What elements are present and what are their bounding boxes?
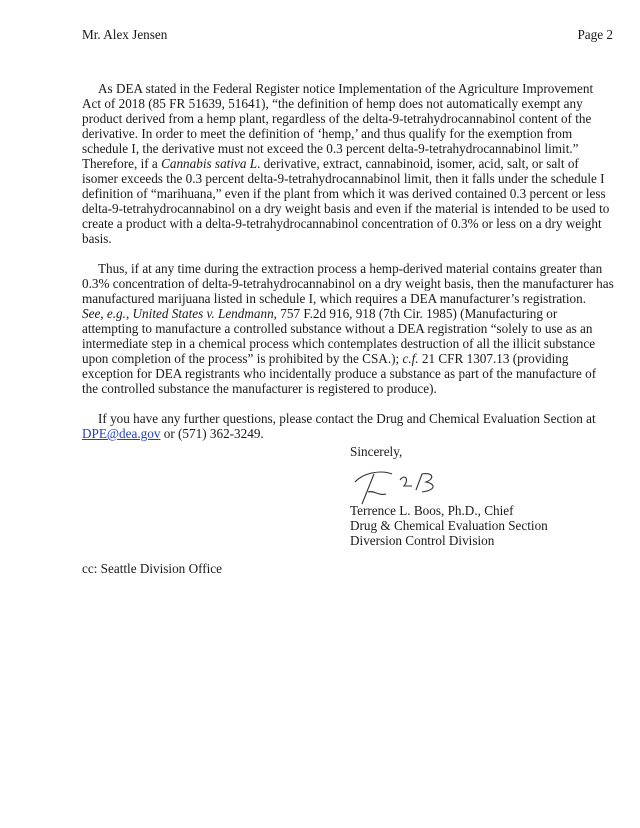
text-line: create a product with a delta-9-tetrahydrocannabinol concentration of 0.3% or less on a dry weight xyxy=(82,216,602,231)
text: , xyxy=(125,306,133,321)
text: upon completion of the process” is prohibited by the CSA.); xyxy=(82,351,403,366)
text-line: derivative. In order to meet the definition of ‘hemp,’ and thus qualify for the exemption from xyxy=(82,126,573,141)
email-link[interactable]: DPE@dea.gov xyxy=(82,426,161,441)
text-line xyxy=(82,351,568,366)
text-line: Thus, if at any time during the extraction process a hemp-derived material contains greater than xyxy=(98,261,603,276)
text-line: Act of 2018 (85 FR 51639, 51641), “the definition of hemp does not automatically exempt any xyxy=(82,96,583,111)
cc-line: cc: Seattle Division Office xyxy=(82,561,223,576)
text-line: attempting to manufacture a controlled substance without a DEA registration “solely to use as an xyxy=(82,321,593,336)
text-line: If you have any further questions, please contact the Drug and Chemical Evaluation Section at xyxy=(98,411,596,426)
text: , 757 F.2d 916, 918 (7th Cir. 1985) (Manufacturing or xyxy=(273,306,558,321)
recipient-header: Mr. Alex Jensen xyxy=(82,27,168,42)
text-line: product derived from a hemp plant, regardless of the delta-9-tetrahydrocannabinol content of the xyxy=(82,111,592,126)
phone-number: or (571) 362-3249. xyxy=(160,426,264,441)
text-line: exception for DEA registrants who incidentally produce a substance as part of the manufacture of xyxy=(82,366,597,381)
text-line: basis. xyxy=(82,231,112,246)
signature-icon xyxy=(352,468,442,508)
signer-section: Drug & Chemical Evaluation Section xyxy=(350,518,548,533)
text: . derivative, extract, cannabinoid, isomer, acid, salt, or salt of xyxy=(257,156,579,171)
text-line: delta-9-tetrahydrocannabinol on a dry weight basis and even if the material is intended to be used to xyxy=(82,201,610,216)
page-number: Page 2 xyxy=(577,27,613,42)
text-line: 0.3% concentration of delta-9-tetrahydrocannabinol on a dry weight basis, then the manufacturer has xyxy=(82,276,614,291)
text-line: As DEA stated in the Federal Register notice Implementation of the Agriculture Improvement xyxy=(98,81,594,96)
citation-signal: c.f. xyxy=(402,351,419,366)
text: Therefore, if a xyxy=(82,156,162,171)
text-line: manufactured marijuana listed in schedule I, which requires a DEA manufacturer’s registration. xyxy=(82,291,586,306)
citation-signal: See, e.g. xyxy=(82,306,126,321)
text-line: intermediate step in a chemical process which contemplates destruction of all the illicit substance xyxy=(82,336,596,351)
signer-division: Diversion Control Division xyxy=(350,533,495,548)
text-line: schedule I, the derivative must not exceed the 0.3 percent delta-9-tetrahydrocannabinol limit.” xyxy=(82,141,579,156)
text-line: the controlled substance the manufacturer is registered to produce). xyxy=(82,381,437,396)
text-line: isomer exceeds the 0.3 percent delta-9-tetrahydrocannabinol limit, then it falls under the schedule I xyxy=(82,171,605,186)
closing-salutation: Sincerely, xyxy=(350,444,403,459)
species-name: Cannabis sativa L xyxy=(161,156,258,171)
case-name: United States v. Lendmann xyxy=(132,306,274,321)
text-line xyxy=(82,156,579,171)
text: 21 CFR 1307.13 (providing xyxy=(418,351,569,366)
text-line xyxy=(82,426,264,441)
signer-name: Terrence L. Boos, Ph.D., Chief xyxy=(350,503,514,518)
text-line: definition of “marihuana,” even if the plant from which it was derived contained 0.3 percent or less xyxy=(82,186,606,201)
citation-line xyxy=(82,306,557,321)
